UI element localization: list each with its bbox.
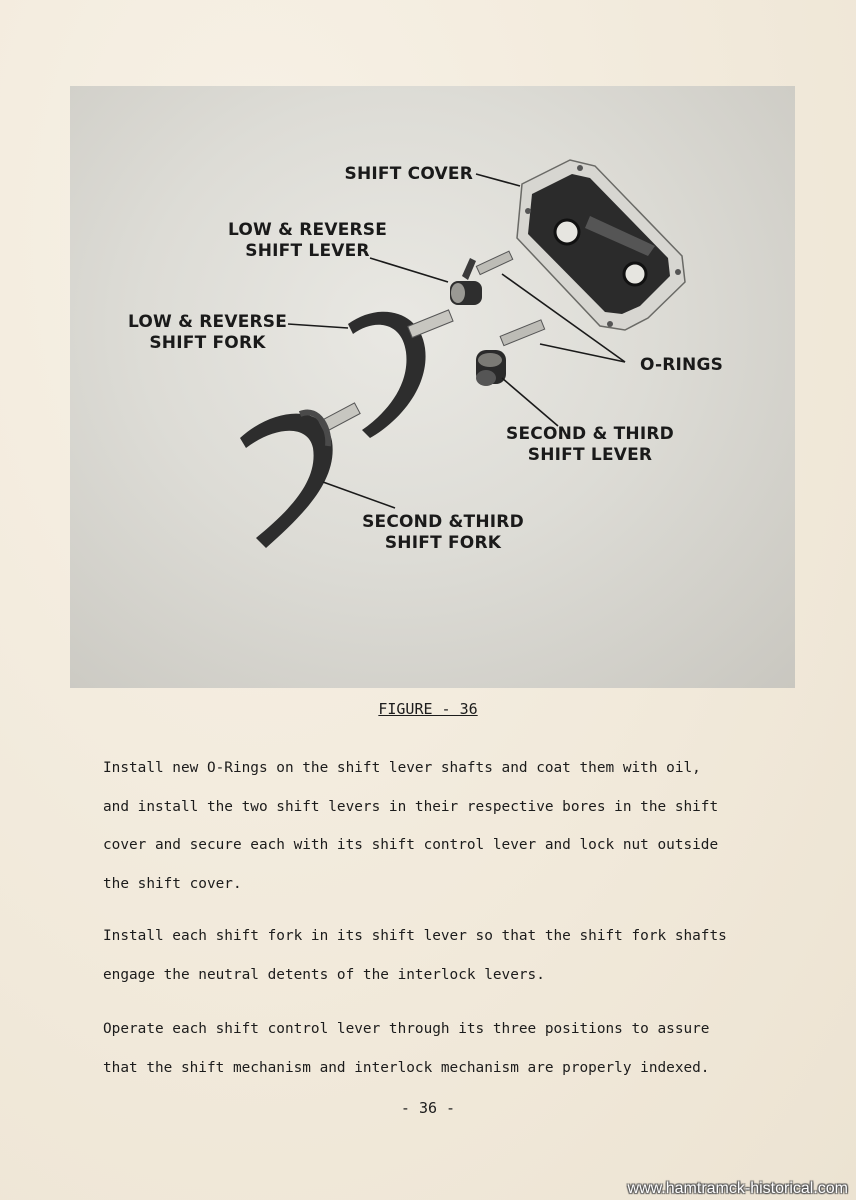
callout-shift-cover bbox=[310, 164, 473, 185]
figure-caption bbox=[0, 700, 856, 718]
callout-low-reverse-fork-line1: LOW & REVERSE bbox=[127, 312, 288, 332]
callout-second-third-fork-line1: SECOND &THIRD bbox=[362, 512, 524, 532]
paragraph-3 bbox=[103, 1019, 793, 1096]
figure-caption-text: FIGURE - 36 bbox=[378, 700, 478, 718]
callout-second-third-lever bbox=[500, 424, 680, 466]
callout-second-third-fork-line2: SHIFT FORK bbox=[384, 533, 502, 553]
paragraph-2 bbox=[103, 926, 793, 1003]
callout-second-third-lever-line2: SHIFT LEVER bbox=[527, 445, 653, 465]
callout-second-third-lever-line1: SECOND & THIRD bbox=[506, 424, 674, 444]
second-third-fork-part bbox=[240, 403, 360, 548]
paragraph-1-line: Install new O-Rings on the shift lever shafts and coat them with oil, bbox=[103, 760, 701, 776]
paragraph-1-line: cover and secure each with its shift control lever and lock nut outside bbox=[103, 837, 719, 853]
low-reverse-fork-part bbox=[348, 310, 453, 438]
callout-low-reverse-lever bbox=[225, 220, 390, 262]
callout-shift-cover-text: SHIFT COVER bbox=[344, 164, 473, 184]
paragraph-3-line: Operate each shift control lever through its three positions to assure bbox=[103, 1021, 710, 1037]
callout-second-third-fork bbox=[355, 512, 531, 554]
watermark-text: www.hamtramck-historical.com bbox=[627, 1180, 848, 1197]
callout-low-reverse-fork bbox=[125, 312, 290, 354]
callout-o-rings-text: O-RINGS bbox=[640, 355, 724, 375]
paragraph-2-line: Install each shift fork in its shift lever so that the shift fork shafts bbox=[103, 928, 727, 944]
paragraph-1 bbox=[103, 758, 793, 912]
shift-cover-part bbox=[517, 160, 685, 330]
callout-low-reverse-lever-line1: LOW & REVERSE bbox=[227, 220, 388, 240]
callout-low-reverse-fork-line2: SHIFT FORK bbox=[149, 333, 266, 353]
callout-o-rings bbox=[640, 355, 740, 376]
low-reverse-lever-part bbox=[450, 251, 513, 305]
paragraph-1-line: the shift cover. bbox=[103, 875, 242, 892]
callout-low-reverse-lever-line2: SHIFT LEVER bbox=[245, 241, 370, 261]
page-number: - 36 - bbox=[400, 1099, 456, 1117]
paragraph-2-line: engage the neutral detents of the interlock levers. bbox=[103, 966, 545, 983]
figure-photo bbox=[70, 86, 795, 688]
paragraph-1-line: and install the two shift levers in their respective bores in the shift bbox=[103, 798, 719, 815]
second-third-lever-part bbox=[476, 320, 545, 386]
paragraph-3-line: that the shift mechanism and interlock mechanism are properly indexed. bbox=[103, 1059, 710, 1076]
